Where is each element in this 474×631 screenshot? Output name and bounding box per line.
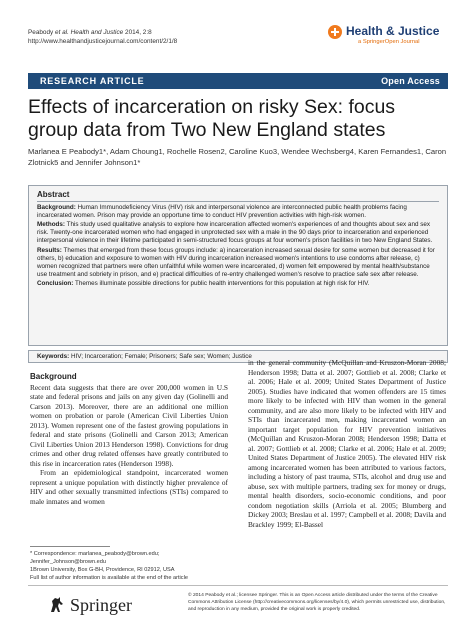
article-banner xyxy=(28,73,448,89)
license-text: © 2014 Peabody et al.; licensee Springer. This is an Open Access article distributed under the terms of the Creative Commons Attribution License (http://creativecommons.org/licenses/by/4.0), which permits unrestricted use, distribution, and reproduction in any medium, provided the original work is properly credited. xyxy=(188,593,446,612)
publisher-name: Springer xyxy=(70,595,132,615)
footnote-divider xyxy=(30,546,110,547)
author-info-note: Full list of author information is available at the end of the article xyxy=(30,575,188,581)
footer-divider xyxy=(28,585,448,586)
body-paragraph: Recent data suggests that there are over 200,000 women in U.S state and federal prisons and jails on any given day (Golinelli and Carson 2013). Moreover, there are an additional one million women on probation or parole (American Civil Liberties Union 2013). Women represent one of the fastest growing populations in federal and state prisons (Golinelli and Carson 2013; American Civil Liberties Union 2013 Henderson 1998). Convictions for drug crimes and other drug related offenses have greatly contributed to this rise in incarceration rates (Henderson 1998). xyxy=(30,382,228,468)
abstract-conclusion: Conclusion: Themes illuminate possible directions for public health interventions for this population at high risk for HIV. xyxy=(37,279,370,287)
journal-name: Health & Justice xyxy=(346,24,440,38)
body-paragraph: in the general community (McQuillan and Kruszon-Moran 2008; Henderson 1998; Datta et al. 2007; Gottlieb et al. 2008; Clarke et al. 2006; Hale et al. 2009; United States Department of Justice 2005). Studies have indicated that women offenders are 15 times more likely to be infected with HIV than women in the general community, and are also more likely to be infected with HIV and STIs than incarcerated men, making incarcerated women an important target population for HIV prevention initiatives (McQuillan and Kruszon-Moran 2008; Henderson 1998; Datta et al. 2007; Gottlieb et al. 2008; Clarke et al. 2006; Hale et al. 2009; United States Department of Justice 2005). The elevated HIV risk among incarcerated women has been attributed to various factors, including a history of past trauma, STIs, alcohol and drug use and abuse, sex with multiple partners, trading sex for money or drugs, mental health disorders, socio-economic conditions, and poor condom negotiation skills (Arriola et al. 2005; Blumberg and Dickey 2003; Breslau et al. 1997; Campbell et al. 2008; Davila and Brackley 1999; El-Bassel xyxy=(248,358,446,529)
springer-horse-icon xyxy=(48,596,66,614)
body-paragraph: From an epidemiological standpoint, incarcerated women represent a unique population with distinctly higher prevalence of HIV and other sexually transmitted infections (STIs) compared to male inmates and women xyxy=(30,468,228,506)
abstract-body xyxy=(37,204,441,289)
body-column-right xyxy=(248,358,446,529)
section-heading-background: Background xyxy=(30,372,77,381)
article-type: RESEARCH ARTICLE xyxy=(40,76,145,86)
correspondence-note: * Correspondence: marlanea_peabody@brown.edu; Jennifer_Johnson@brown.edu xyxy=(30,551,160,565)
journal-subtitle: a SpringerOpen Journal xyxy=(358,39,420,45)
body-column-left xyxy=(30,372,228,506)
journal-logo xyxy=(328,24,448,50)
citation: Peabody et al. Health and Justice 2014, 2:8 xyxy=(28,29,152,36)
article-url[interactable]: http://www.healthandjusticejournal.com/content/2/1/8 xyxy=(28,38,178,45)
keywords-box: Keywords: HIV; Incarceration; Female; Prisoners; Safe sex; Women; Justice xyxy=(28,350,448,363)
abstract-background: Background: Human Immunodeficiency Virus (HIV) risk and interpersonal violence are interconnected public health problems facing incarcerated women. Prison may provide an opportune time to conduct HIV prevention activities with high-risk women. xyxy=(37,204,407,219)
abstract-results: Results: Themes that emerged from these focus groups include: a) incarceration increased sexual desire for some women but decreased it for others, b) education and exposure to women with HIV during incarceration increased women's intentions to use condoms after release, c) women recognized that partners were often unfaithful while women were incarcerated, d) women felt empowered by mental health/substance use treatment and sobriety in prison, and e) practical difficulties of re-entry challenged women's resolve to practice safe sex after release. xyxy=(37,246,435,278)
running-header xyxy=(28,28,177,46)
abstract-divider xyxy=(37,201,439,202)
author-list: Marlanea E Peabody1*, Adam Choung1, Rochelle Rosen2, Caroline Kuo3, Wendee Wechsberg4, Karen Fernandes1, Caron Zlotnick5 and Jennifer Johnson1* xyxy=(28,147,447,167)
abstract-box xyxy=(28,185,448,346)
open-access-label: Open Access xyxy=(381,76,440,86)
health-cross-icon xyxy=(328,25,342,39)
footnotes xyxy=(30,550,230,582)
article-title: Effects of incarceration on risky Sex: focus group data from Two New England states xyxy=(28,96,396,141)
abstract-methods: Methods: This study used qualitative analysis to explore how incarceration affected women's experiences of and thoughts about sex and sex risk. Twenty-one incarcerated women who had engaged in unprotected sex with a male in the 90 days prior to incarceration and experienced interpersonal violence in their lifetime participated in semi-structured focus groups at four women's prison facilities in two New England States. xyxy=(37,221,433,245)
abstract-heading: Abstract xyxy=(37,190,70,199)
affiliation-note: 1Brown University, Box G-BH, Providence, RI 02912, USA xyxy=(30,567,175,573)
